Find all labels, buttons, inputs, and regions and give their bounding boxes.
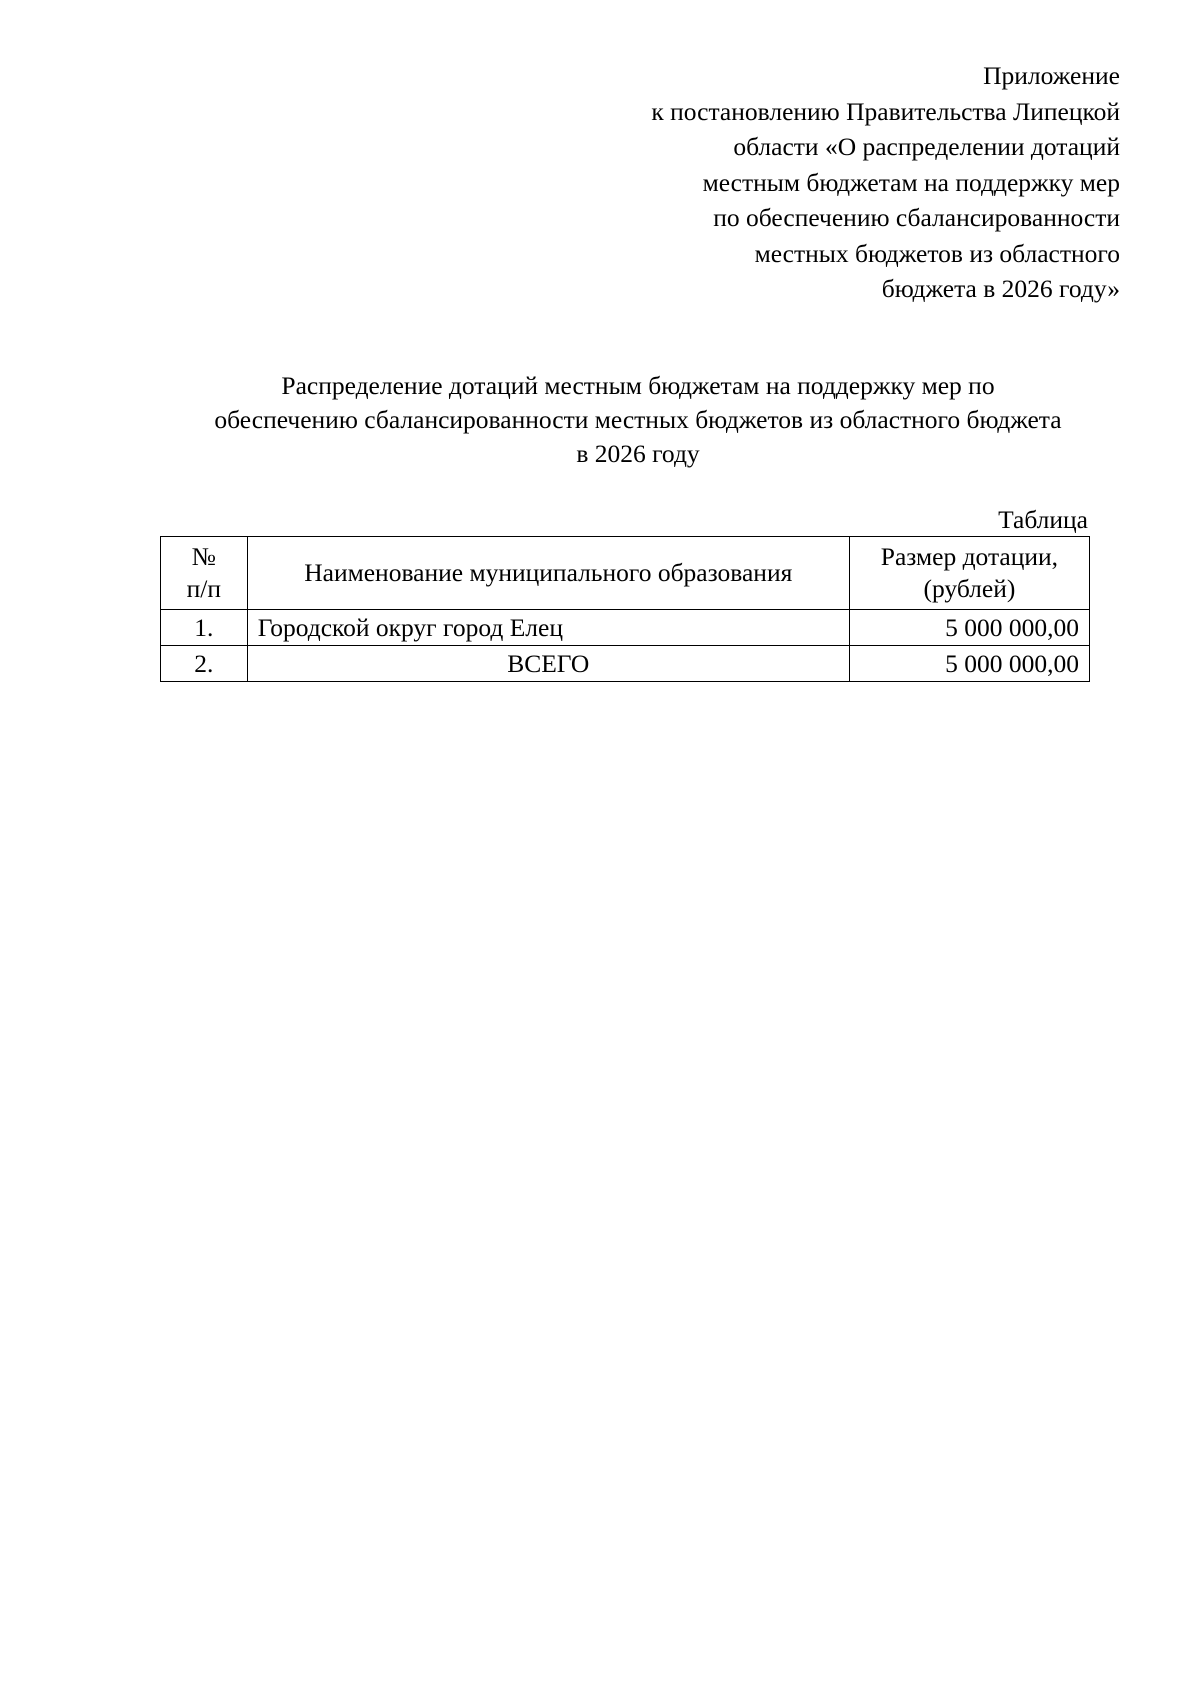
header-num-line2: п/п	[186, 574, 222, 603]
header-amount-line2: (рублей)	[923, 574, 1016, 603]
header-amount-line1: Размер дотации,	[880, 542, 1059, 571]
header-amount	[849, 537, 1089, 610]
table-row	[161, 610, 1090, 646]
appendix-line-6: местных бюджетов из областного	[754, 238, 1120, 268]
title-line-2: обеспечению сбалансированности местных бюджетов из областного бюджета	[214, 405, 1062, 434]
appendix-line-5: по обеспечению сбалансированности	[713, 203, 1120, 232]
row-name: Городской округ город Елец	[247, 610, 849, 646]
appendix-line-7: бюджета в 2026 году»	[881, 274, 1120, 303]
row-amount: 5 000 000,00	[849, 646, 1089, 682]
appendix-line-3: области «О распределении дотаций	[733, 132, 1120, 161]
appendix-line-2: к постановлению Правительства Липецкой	[651, 96, 1120, 126]
header-num-line1: №	[191, 542, 217, 571]
table-row-total	[161, 646, 1090, 682]
appendix-line-1: Приложение	[983, 61, 1120, 90]
table-caption: Таблица	[998, 505, 1088, 534]
row-amount: 5 000 000,00	[849, 610, 1089, 646]
header-num	[161, 537, 248, 610]
appendix-block	[651, 58, 1120, 307]
table-header-row	[161, 537, 1090, 610]
title-line-1: Распределение дотаций местным бюджетам на поддержку мер по	[281, 371, 995, 400]
row-num: 1.	[161, 610, 248, 646]
document-title	[148, 369, 1128, 471]
row-num: 2.	[161, 646, 248, 682]
appendix-line-4: местным бюджетам на поддержку мер	[702, 167, 1120, 197]
header-name: Наименование муниципального образования	[247, 537, 849, 610]
row-name: ВСЕГО	[247, 646, 849, 682]
title-line-3: в 2026 году	[576, 439, 700, 468]
grants-table	[160, 536, 1090, 682]
